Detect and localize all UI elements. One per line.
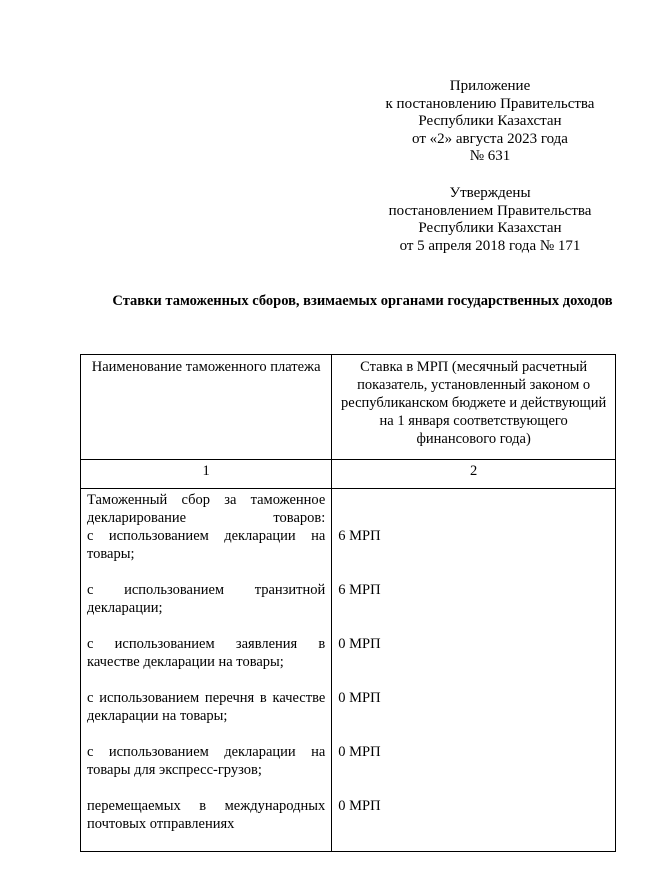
list-item-label: с использованием заявления в качестве декларации на товары;: [87, 636, 326, 670]
list-item-label: перемещаемых в международных почтовых отправлениях: [87, 798, 326, 832]
rate-value: 0 МРП: [338, 744, 381, 760]
header-col-name: Наименование таможенного платежа: [81, 355, 332, 460]
column-number-1: 1: [81, 460, 332, 489]
fee-rates-cell: [332, 489, 616, 852]
appendix-header: [350, 78, 630, 166]
approved-line-1: Утверждены: [449, 185, 531, 201]
approved-line-3: Республики Казахстан: [418, 220, 562, 236]
rate-value: 6 МРП: [338, 528, 381, 544]
column-number-2: 2: [332, 460, 616, 489]
appendix-line-2: к постановлению Правительства: [385, 95, 595, 112]
appendix-line-1: Приложение: [449, 78, 531, 94]
approved-header: [350, 185, 630, 255]
appendix-line-5: № 631: [469, 148, 511, 164]
table-row: [81, 489, 616, 852]
column-number-row: [81, 460, 616, 489]
customs-fee-table: [80, 354, 616, 852]
approved-line-2: постановлением Правительства: [388, 202, 592, 219]
list-item-label: с использованием декларации на товары;: [87, 528, 326, 562]
rate-value: 6 МРП: [338, 582, 381, 598]
table-header-row: [81, 355, 616, 460]
list-item-label: с использованием декларации на товары для экспресс-грузов;: [87, 744, 326, 778]
rate-value: 0 МРП: [338, 636, 381, 652]
rate-value: 0 МРП: [338, 798, 381, 814]
header-col-rate: Ставка в МРП (месячный расчетный показатель, установленный законом о республиканском бюджете и действующий на 1 января соответствующего финансового года): [332, 355, 616, 460]
list-item-label: с использованием перечня в качестве декларации на товары;: [87, 690, 326, 724]
page-title: Ставки таможенных сборов, взимаемых органами государственных доходов: [112, 293, 613, 309]
list-item-label: с использованием транзитной декларации;: [87, 582, 326, 616]
rate-value: 0 МРП: [338, 690, 381, 706]
intro-text: Таможенный сбор за таможенное декларирование товаров:: [87, 492, 326, 526]
approved-line-4: от 5 апреля 2018 года № 171: [399, 237, 581, 254]
appendix-line-3: Республики Казахстан: [418, 113, 562, 129]
appendix-line-4: от «2» августа 2023 года: [412, 130, 568, 147]
fee-names-cell: [81, 489, 332, 852]
